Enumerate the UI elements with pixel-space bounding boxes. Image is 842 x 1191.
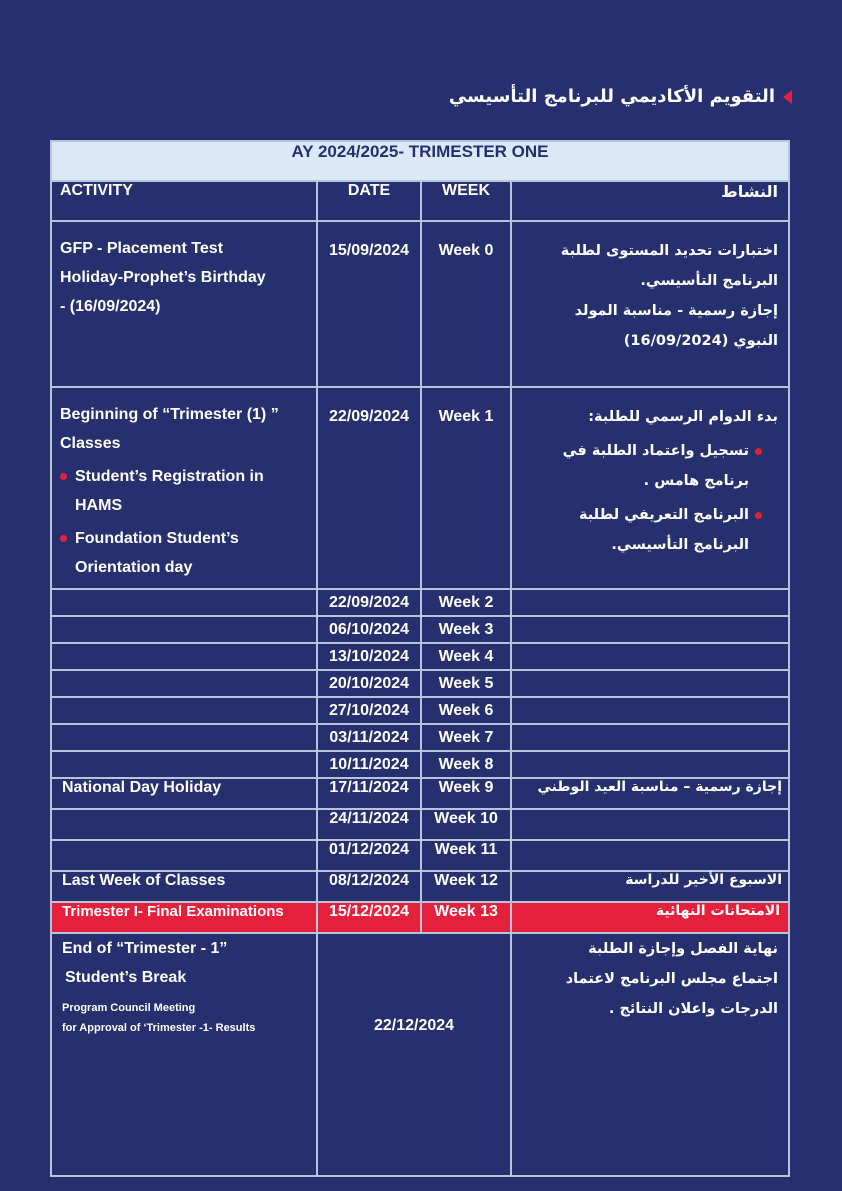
- date-cell: 22/12/2024: [317, 933, 511, 1176]
- activity-ar-cell: [511, 387, 789, 589]
- table-row: [51, 616, 789, 643]
- date-cell: 13/10/2024: [317, 643, 421, 670]
- activity-ar-line: اجتماع مجلس البرنامج لاعتماد: [565, 971, 779, 987]
- bullet-text: Student’s Registration in HAMS: [75, 468, 264, 514]
- activity-cell: [51, 616, 317, 643]
- date-cell: 10/11/2024: [317, 751, 421, 778]
- date-cell: 17/11/2024: [317, 778, 421, 809]
- activity-line: Student’s Break: [65, 969, 187, 986]
- activity-ar-cell: الاسبوع الأخير للدراسة: [511, 871, 789, 902]
- activity-line: GFP - Placement Test: [60, 240, 224, 257]
- activity-cell: Trimester I- Final Examinations: [51, 902, 317, 933]
- bullet-text: Foundation Student’s Orientation day: [75, 530, 239, 576]
- table-row: [51, 778, 789, 809]
- activity-cell: [51, 221, 317, 387]
- table-header-row: [51, 181, 789, 221]
- date-cell: 15/09/2024: [317, 221, 421, 387]
- bullet-item: [60, 462, 308, 520]
- activity-line: - (16/09/2024): [60, 298, 161, 315]
- date-cell: 15/12/2024: [317, 902, 421, 933]
- week-cell: Week 11: [421, 840, 511, 871]
- date-cell: 22/09/2024: [317, 589, 421, 616]
- activity-ar-cell: [511, 809, 789, 840]
- activity-ar-cell: إجازة رسمية – مناسبة العيد الوطني: [511, 778, 789, 809]
- week-cell: Week 0: [421, 221, 511, 387]
- header-date: DATE: [317, 181, 421, 221]
- activity-ar-cell: [511, 751, 789, 778]
- table-row: [51, 589, 789, 616]
- week-cell: Week 8: [421, 751, 511, 778]
- date-cell: 22/09/2024: [317, 387, 421, 589]
- activity-ar-line: نهاية الفصل وإجازة الطلبة: [588, 941, 779, 957]
- activity-ar-cell: [511, 589, 789, 616]
- activity-cell: Last Week of Classes: [51, 871, 317, 902]
- activity-ar-cell: [511, 724, 789, 751]
- activity-cell: [51, 724, 317, 751]
- table-row: [51, 933, 789, 1176]
- week-cell: Week 3: [421, 616, 511, 643]
- activity-ar-line: الدرجات واعلان النتائج .: [608, 1001, 779, 1017]
- note-line: Program Council Meeting: [62, 1002, 196, 1014]
- date-cell: 24/11/2024: [317, 809, 421, 840]
- activity-line: Holiday-Prophet’s Birthday: [60, 269, 266, 286]
- page-heading: [449, 86, 792, 107]
- page-title: التقويم الأكاديمي للبرنامج التأسيسي: [448, 86, 775, 107]
- activity-cell: [51, 670, 317, 697]
- table-row: [51, 809, 789, 840]
- activity-cell: [51, 387, 317, 589]
- date-cell: 01/12/2024: [317, 840, 421, 871]
- activity-ar-cell: [511, 221, 789, 387]
- table-row: [51, 670, 789, 697]
- activity-line: Beginning of “Trimester (1) ”: [60, 406, 279, 423]
- activity-line: End of “Trimester - 1”: [62, 940, 228, 957]
- bullet-dot-icon: [755, 512, 762, 519]
- table-row: [51, 387, 789, 589]
- bullet-item-ar: [520, 500, 778, 560]
- activity-cell: [51, 697, 317, 724]
- activity-ar-line: النبوي (16/09/2024): [623, 333, 779, 349]
- week-cell: Week 10: [421, 809, 511, 840]
- date-cell: 27/10/2024: [317, 697, 421, 724]
- bullet-dot-icon: [60, 535, 67, 542]
- table-title-row: [51, 141, 789, 181]
- activity-cell: [51, 643, 317, 670]
- date-cell: 08/12/2024: [317, 871, 421, 902]
- activity-ar-line: اختبارات تحديد المستوى لطلبة: [560, 243, 779, 259]
- activity-ar-line: البرنامج التأسيسي.: [640, 273, 779, 289]
- week-cell: Week 4: [421, 643, 511, 670]
- activity-ar-cell: [511, 670, 789, 697]
- table-row: [51, 724, 789, 751]
- activity-line: Classes: [60, 435, 121, 452]
- table-row: [51, 697, 789, 724]
- bullet-text-ar: البرنامج التعريفي لطلبة البرنامج التأسيسي.: [578, 507, 750, 553]
- date-cell: 06/10/2024: [317, 616, 421, 643]
- header-week: WEEK: [421, 181, 511, 221]
- activity-cell: National Day Holiday: [51, 778, 317, 809]
- bullet-dot-icon: [755, 448, 762, 455]
- bullet-item: [60, 524, 308, 582]
- week-cell: Week 7: [421, 724, 511, 751]
- table-row: [51, 221, 789, 387]
- week-cell: Week 6: [421, 697, 511, 724]
- activity-cell: [51, 809, 317, 840]
- activity-cell: [51, 589, 317, 616]
- table-title: AY 2024/2025- TRIMESTER ONE: [51, 141, 789, 181]
- final-exams-row: [51, 902, 789, 933]
- week-cell: Week 2: [421, 589, 511, 616]
- table-row: [51, 840, 789, 871]
- activity-ar-cell: الامتحانات النهائية: [511, 902, 789, 933]
- table-row: [51, 643, 789, 670]
- week-cell: Week 1: [421, 387, 511, 589]
- activity-ar-cell: [511, 933, 789, 1176]
- activity-ar-cell: [511, 697, 789, 724]
- week-cell: Week 12: [421, 871, 511, 902]
- week-cell: Week 9: [421, 778, 511, 809]
- header-activity-ar: النشاط: [511, 181, 789, 221]
- activity-ar-cell: [511, 643, 789, 670]
- activity-ar-line: إجازة رسمية - مناسبة المولد: [574, 303, 779, 319]
- note-line: for Approval of ‘Trimester -1- Results: [62, 1022, 256, 1034]
- bullet-text-ar: تسجيل واعتماد الطلبة في برنامج هامس .: [562, 443, 750, 489]
- activity-cell: [51, 840, 317, 871]
- triangle-marker-icon: [783, 90, 792, 104]
- calendar-table: [50, 140, 790, 1177]
- date-cell: 03/11/2024: [317, 724, 421, 751]
- table-row: [51, 871, 789, 902]
- week-cell: Week 5: [421, 670, 511, 697]
- header-activity: ACTIVITY: [51, 181, 317, 221]
- week-cell: Week 13: [421, 902, 511, 933]
- activity-ar-line: بدء الدوام الرسمي للطلبة:: [588, 409, 779, 425]
- bullet-item-ar: [520, 436, 778, 496]
- activity-cell: [51, 933, 317, 1176]
- table-row: [51, 751, 789, 778]
- bullet-dot-icon: [60, 473, 67, 480]
- activity-cell: [51, 751, 317, 778]
- date-cell: 20/10/2024: [317, 670, 421, 697]
- activity-ar-cell: [511, 840, 789, 871]
- activity-ar-cell: [511, 616, 789, 643]
